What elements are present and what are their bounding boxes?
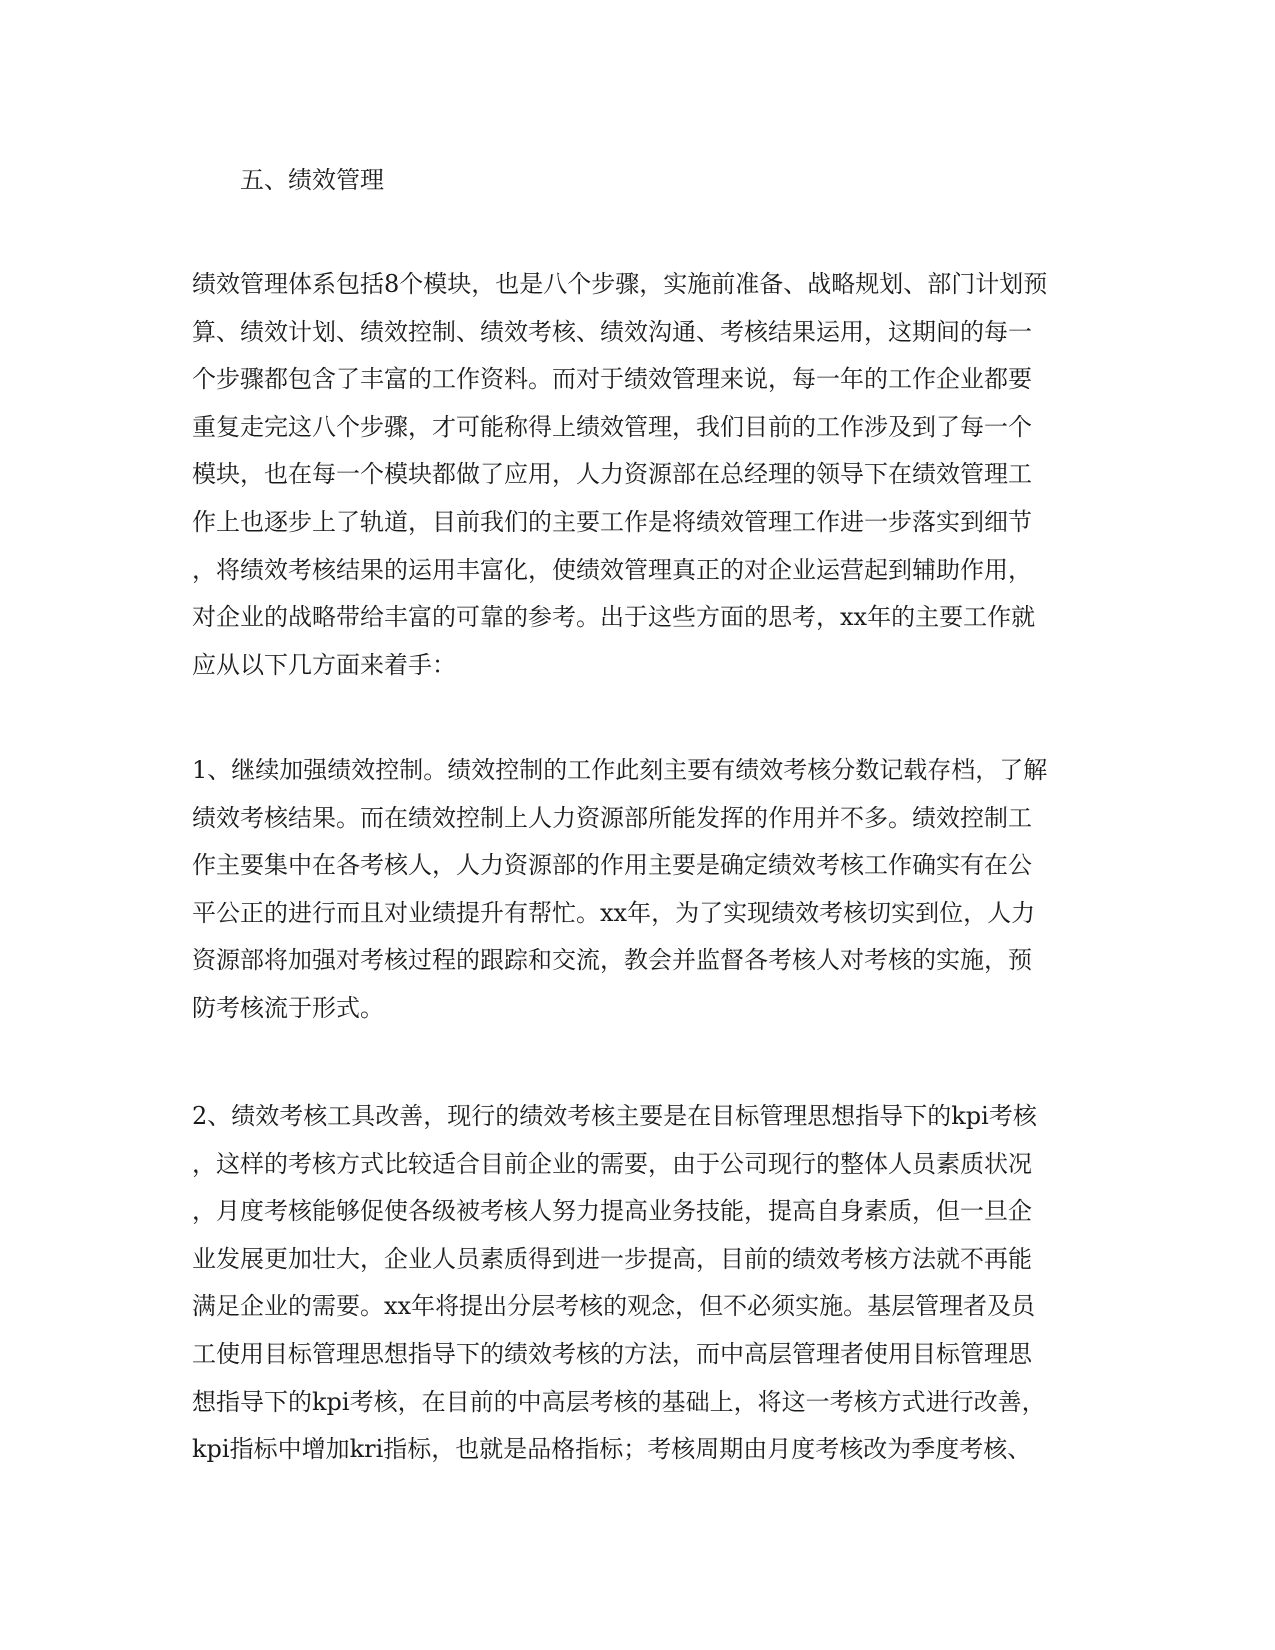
text-line: ，月度考核能够促使各级被考核人努力提高业务技能，提高自身素质，但一旦企 bbox=[192, 1197, 1032, 1226]
paragraph-item-1 bbox=[192, 747, 1047, 1033]
text-line: 重复走完这八个步骤，才可能称得上绩效管理，我们目前的工作涉及到了每一个 bbox=[192, 412, 1032, 441]
text-line: 防考核流于形式。 bbox=[192, 993, 384, 1022]
text-line: ，将绩效考核结果的运用丰富化，使绩效管理真正的对企业运营起到辅助作用， bbox=[192, 555, 1032, 584]
text-line: kpi指标中增加kri指标，也就是品格指标；考核周期由月度考核改为季度考核、 bbox=[192, 1435, 1032, 1464]
text-line: 作上也逐步上了轨道，目前我们的主要工作是将绩效管理工作进一步落实到细节 bbox=[192, 507, 1032, 536]
text-line: 模块，也在每一个模块都做了应用，人力资源部在总经理的领导下在绩效管理工 bbox=[192, 460, 1032, 489]
text-line: 想指导下的kpi考核，在目前的中高层考核的基础上，将这一考核方式进行改善， bbox=[192, 1387, 1046, 1416]
text-line: 资源部将加强对考核过程的跟踪和交流，教会并监督各考核人对考核的实施，预 bbox=[192, 946, 1032, 975]
text-line: 工使用目标管理思想指导下的绩效考核的方法，而中高层管理者使用目标管理思 bbox=[192, 1339, 1032, 1368]
text-line: 应从以下几方面来着手： bbox=[192, 650, 456, 679]
text-line: 算、绩效计划、绩效控制、绩效考核、绩效沟通、考核结果运用，这期间的每一 bbox=[192, 317, 1032, 346]
section-heading: 五、绩效管理 bbox=[240, 166, 384, 194]
text-line: 个步骤都包含了丰富的工作资料。而对于绩效管理来说，每一年的工作企业都要 bbox=[192, 365, 1032, 394]
paragraph-item-2 bbox=[192, 1093, 1046, 1474]
text-line: ，这样的考核方式比较适合目前企业的需要，由于公司现行的整体人员素质状况 bbox=[192, 1149, 1032, 1178]
text-line: 2、绩效考核工具改善，现行的绩效考核主要是在目标管理思想指导下的kpi考核 bbox=[192, 1102, 1037, 1130]
text-line: 业发展更加壮大，企业人员素质得到进一步提高，目前的绩效考核方法就不再能 bbox=[192, 1244, 1032, 1273]
text-line: 绩效管理体系包括8个模块，也是八个步骤，实施前准备、战略规划、部门计划预 bbox=[192, 270, 1048, 298]
text-line: 1、继续加强绩效控制。绩效控制的工作此刻主要有绩效考核分数记载存档，了解 bbox=[192, 756, 1048, 784]
text-line: 平公正的进行而且对业绩提升有帮忙。xx年，为了实现绩效考核切实到位，人力 bbox=[192, 898, 1036, 927]
text-line: 满足企业的需要。xx年将提出分层考核的观念，但不必须实施。基层管理者及员 bbox=[192, 1292, 1036, 1321]
text-line: 绩效考核结果。而在绩效控制上人力资源部所能发挥的作用并不多。绩效控制工 bbox=[192, 803, 1032, 832]
text-line: 对企业的战略带给丰富的可靠的参考。出于这些方面的思考，xx年的主要工作就 bbox=[192, 603, 1036, 632]
paragraph-intro bbox=[192, 261, 1047, 689]
text-line: 作主要集中在各考核人，人力资源部的作用主要是确定绩效考核工作确实有在公 bbox=[192, 851, 1032, 880]
